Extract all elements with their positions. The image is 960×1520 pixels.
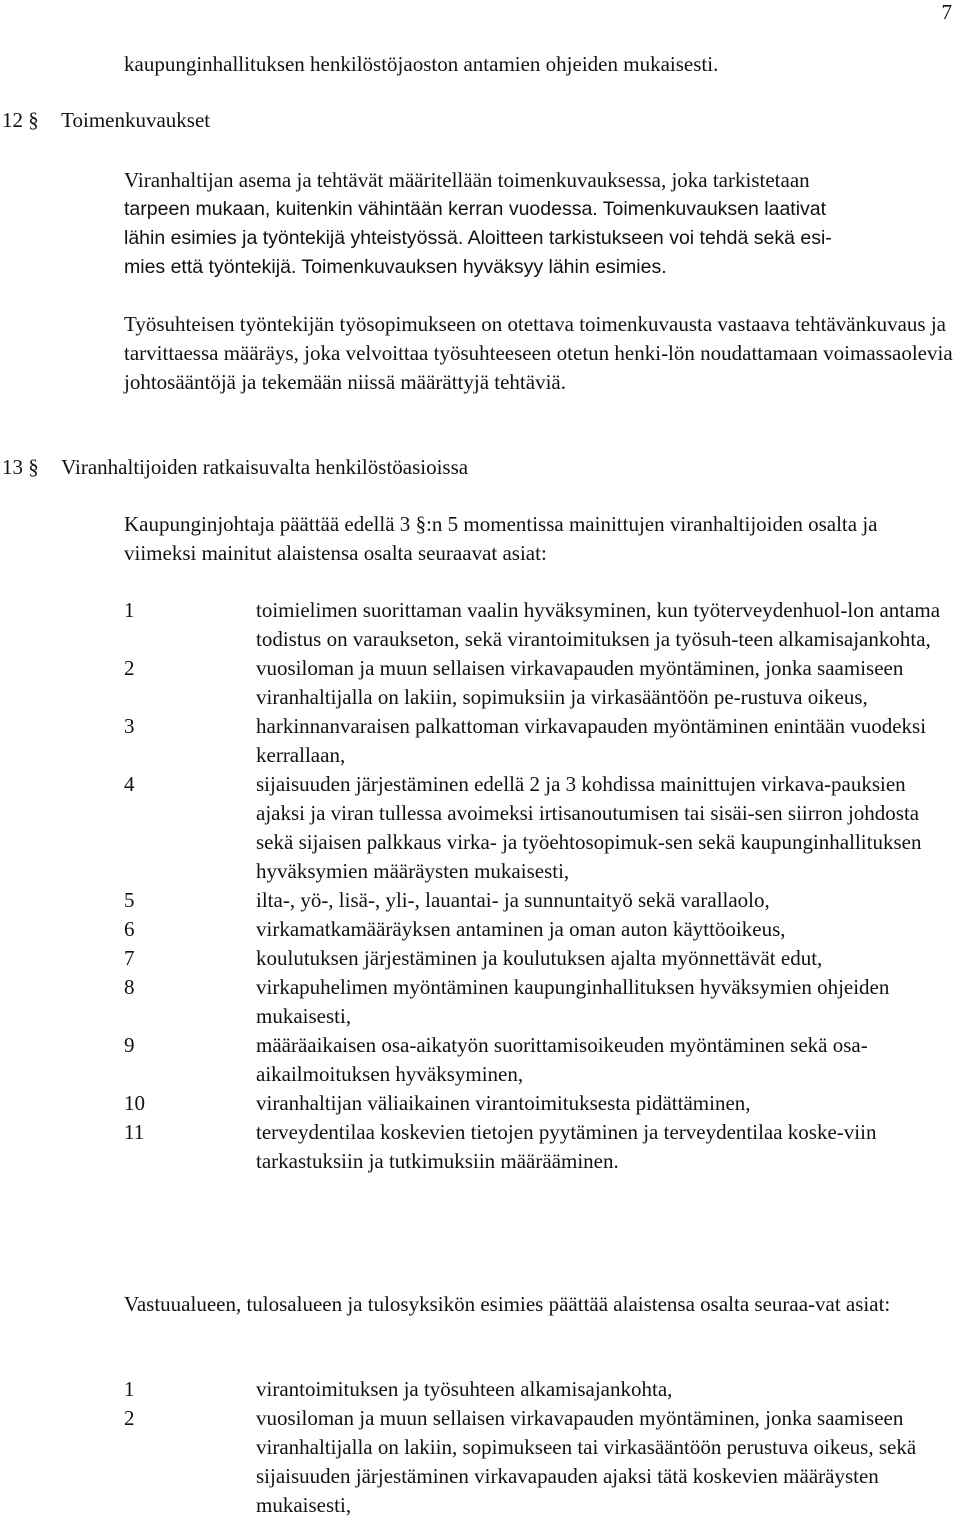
list-item-text: ilta-, yö-, lisä-, yli-, lauantai- ja sunnuntaityö sekä varallaolo, — [256, 888, 770, 912]
intro-line: kaupunginhallituksen henkilöstöjaoston antamien ohjeiden mukaisesti. — [124, 52, 719, 76]
section-13-title: Viranhaltijoiden ratkaisuvalta henkilöstöasioissa — [61, 455, 469, 479]
section-symbol: § — [28, 108, 39, 132]
para1-line-4: mies että työntekijä. Toimenkuvauksen hyväksyy lähin esimies. — [124, 256, 667, 278]
list-item — [124, 1031, 954, 1089]
list-item — [124, 712, 954, 770]
list-item-text: vuosiloman ja muun sellaisen virkavapauden myöntäminen, jonka saamiseen viranhaltijalla on lakiin, sopimukseen tai virkasääntöön perustuva oikeus, sekä sijaisuuden järjestäminen virkavapauden ajaksi tätä koskevien määräysten mukaisesti, — [256, 1406, 917, 1517]
list-item-text: viranhaltijan väliaikainen virantoimituksesta pidättäminen, — [256, 1091, 751, 1115]
para1-line-2: tarpeen mukaan, kuitenkin vähintään kerran vuodessa. Toimenkuvauksen laativat — [124, 198, 827, 220]
section-13-number: 13 — [2, 455, 23, 479]
list-item-number: 8 — [124, 975, 135, 999]
list-item — [124, 770, 954, 886]
list-item-text: toimielimen suorittaman vaalin hyväksyminen, kun työterveydenhuol-lon antama todistus on varaukseton, sekä virantoimituksen ja työsuh-teen alkamisajankohta, — [256, 598, 941, 651]
list-item-number: 1 — [124, 598, 135, 622]
list-item — [124, 654, 954, 712]
section-12-paragraph-1 — [124, 166, 954, 282]
list-item — [124, 596, 954, 654]
list-item-text: määräaikaisen osa-aikatyön suorittamisoikeuden myöntäminen sekä osa-aikailmoituksen hyväksyminen, — [256, 1033, 868, 1086]
list-item-number: 10 — [124, 1091, 145, 1115]
list-item-number: 9 — [124, 1033, 135, 1057]
list-item — [124, 886, 954, 915]
list-item-number: 6 — [124, 917, 135, 941]
list-item-text: vuosiloman ja muun sellaisen virkavapauden myöntäminen, jonka saamiseen viranhaltijalla on lakiin, sopimuksiin ja virkasääntöön pe-rustuva oikeus, — [256, 656, 904, 709]
list-item-text: virkamatkamääräyksen antaminen ja oman auton käyttöoikeus, — [256, 917, 786, 941]
list-item-text: terveydentilaa koskevien tietojen pyytäminen ja terveydentilaa koske-viin tarkastuksiin ja tutkimuksiin määrääminen. — [256, 1120, 877, 1173]
list-item-number: 2 — [124, 1406, 135, 1430]
section-12-paragraph-2: Työsuhteisen työntekijän työsopimukseen on otettava toimenkuvausta vastaava tehtävänkuvaus ja tarvittaessa määräys, joka velvoittaa työsuhteeseen otetun henki-lön noudattamaan voimassaolevia johtosääntöjä ja tekemään niissä määrättyjä tehtäviä. — [124, 312, 953, 394]
section-13-intro-part-b: :n 5 momentissa mainittujen viranhaltijoiden osalta ja viimeksi mainitut alaistensa osalta seuraavat asiat: — [124, 512, 878, 565]
list-item-text: virantoimituksen ja työsuhteen alkamisajankohta, — [256, 1377, 673, 1401]
list-item — [124, 973, 954, 1031]
section-12-title: Toimenkuvaukset — [61, 108, 211, 132]
section-12-heading — [2, 106, 210, 135]
list-item-number: 3 — [124, 714, 135, 738]
list-item — [124, 1404, 954, 1520]
section-symbol: § — [415, 512, 427, 536]
list-item-number: 5 — [124, 888, 135, 912]
list-item — [124, 1375, 954, 1404]
list-item-text: virkapuhelimen myöntäminen kaupunginhallituksen hyväksymien ohjeiden mukaisesti, — [256, 975, 890, 1028]
para1-line-3: lähin esimies ja työntekijä yhteistyössä. Aloitteen tarkistukseen voi tehdä sekä esi- — [124, 227, 832, 249]
list-item-number: 4 — [124, 772, 135, 796]
page-number: 7 — [941, 0, 952, 24]
list-item — [124, 915, 954, 944]
section-symbol: § — [28, 455, 39, 479]
list-item-number: 7 — [124, 946, 135, 970]
list-item-number: 11 — [124, 1120, 145, 1144]
list-item — [124, 1089, 954, 1118]
supervisors-list — [124, 1375, 954, 1520]
list-item — [124, 1118, 954, 1176]
section-13-intro-part-a: Kaupunginjohtaja päättää edellä 3 — [124, 512, 411, 536]
para1-line-1: Viranhaltijan asema ja tehtävät määritellään toimenkuvauksessa, joka tarkistetaan — [124, 168, 810, 192]
list-item-text: koulutuksen järjestäminen ja koulutuksen ajalta myönnettävät edut, — [256, 946, 823, 970]
list-item-text: harkinnanvaraisen palkattoman virkavapauden myöntäminen enintään vuodeksi kerrallaan, — [256, 714, 927, 767]
section-12-number: 12 — [2, 108, 23, 132]
list-item-number: 2 — [124, 656, 135, 680]
list-item-number: 1 — [124, 1377, 135, 1401]
section-13-intro — [124, 510, 954, 568]
supervisors-intro: Vastuualueen, tulosalueen ja tulosyksikön esimies päättää alaistensa osalta seuraa-vat asiat: — [124, 1292, 891, 1316]
list-item — [124, 944, 954, 973]
section-13-list — [124, 596, 954, 1176]
list-item-text: sijaisuuden järjestäminen edellä 2 ja 3 kohdissa mainittujen virkava-pauksien ajaksi ja viran tullessa avoimeksi irtisanoutumisen tai sisäi-sen siirron johdosta sekä sijaisen palkkaus virka- ja työehtosopimuk-sen sekä kaupunginhallituksen hyväksymien määräysten mukaisesti, — [256, 772, 922, 883]
section-13-heading — [2, 453, 468, 482]
